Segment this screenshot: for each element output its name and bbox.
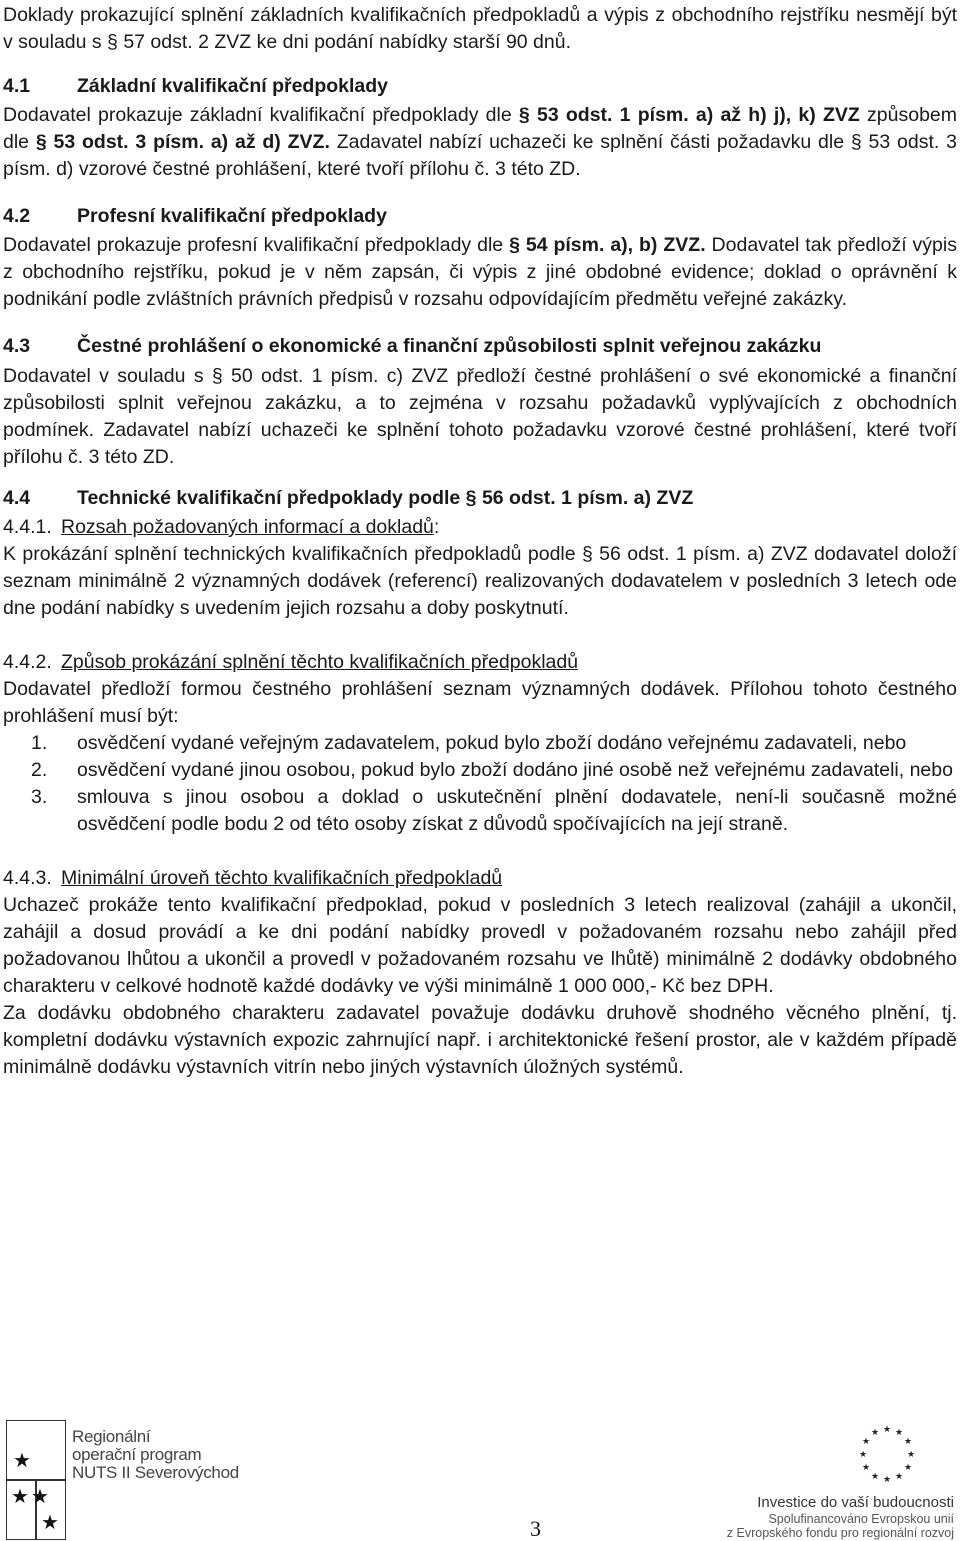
logo-line: Spolufinancováno Evropskou unií <box>768 1512 954 1526</box>
section-4-1 <box>3 73 957 183</box>
rop-logo <box>6 1420 246 1538</box>
logo-line: z Evropského fondu pro regionální rozvoj <box>726 1526 954 1540</box>
subsection-heading <box>3 514 957 541</box>
svg-text:★: ★ <box>894 1472 904 1482</box>
star-icon: ★ <box>31 1486 49 1508</box>
star-icon: ★ <box>13 1450 31 1472</box>
section-4-3-heading <box>3 333 957 360</box>
list-item-number: 1. <box>31 732 48 754</box>
logo-line: operační program <box>72 1445 202 1464</box>
text-run-bold: § 53 odst. 1 písm. a) až h) j), k) ZVZ <box>518 104 860 126</box>
section-4-4 <box>3 485 957 1081</box>
subsection-number: 4.4.2. <box>3 651 52 673</box>
subsection-4-4-3-paragraph-2: Za dodávku obdobného charakteru zadavatel považuje dodávku druhově shodného věcného plnění, tj. kompletní dodávku výstavních expozic zahrnující např. i architektonické řešení prostor, ale v každém případě minimálně dodávku výstavních vitrín nebo jiných výstavních úložných systémů. <box>3 1002 957 1078</box>
svg-text:★: ★ <box>861 1437 871 1447</box>
document-page <box>3 0 957 1081</box>
subsection-number: 4.4.3. <box>3 867 52 889</box>
subsection-heading <box>3 649 957 676</box>
text-run: Zadavatel nabízí uchazeči ke splnění části požadavku dle § 53 odst. 3 písm. d) vzorové čestné prohlášení, které tvoří přílohu č. 3 této ZD. <box>3 131 957 180</box>
text-run-bold: § 54 písm. a), b) ZVZ. <box>509 234 706 256</box>
list-item-text: smlouva s jinou osobou a doklad o uskutečnění plnění dodavatele, není-li současně možné osvědčení podle bodu 2 od této osoby získat z důvodů spočívajících na její straně. <box>77 786 957 835</box>
section-4-1-paragraph <box>3 102 957 183</box>
section-4-2 <box>3 203 957 313</box>
subsection-4-4-3-paragraph-1: Uchazeč prokáže tento kvalifikační předpoklad, pokud v posledních 3 letech realizoval (zahájil a ukončil, zahájil a dosud provádí a ke dni podání nabídky provedl v požadovaném rozsahu nebo zahájil před požadovanou lhůtou a ukončil a provedl v požadovaném rozsahu ve lhůtě) minimálně 2 dodávky obdobného charakteru v celkové hodnotě každé dodávky ve výši minimálně 1 000 000,- Kč bez DPH. <box>3 894 957 997</box>
section-4-3-paragraph: Dodavatel v souladu s § 50 odst. 1 písm. c) ZVZ předloží čestné prohlášení o své ekonomické a finanční způsobilosti splnit veřejnou zakázku, a to zejména v rozsahu požadavků vyplývajících z obchodních podmínek. Zadavatel nabízí uchazeči ke splnění tohoto požadavku vzorové čestné prohlášení, které tvoří přílohu č. 3 této ZD. <box>3 365 957 468</box>
section-4-3 <box>3 333 957 471</box>
text-run: Dodavatel prokazuje základní kvalifikační předpoklady dle <box>3 104 519 126</box>
list-item <box>3 730 957 757</box>
svg-text:★: ★ <box>882 1475 892 1485</box>
logo-frame <box>6 1420 66 1480</box>
text-run: Dodavatel prokazuje profesní kvalifikační předpoklady dle <box>3 234 510 256</box>
svg-text:★: ★ <box>894 1428 904 1438</box>
list-item-number: 2. <box>31 759 48 781</box>
svg-text:★: ★ <box>870 1472 880 1482</box>
svg-text:★: ★ <box>858 1450 868 1460</box>
section-number: 4.3 <box>3 335 31 357</box>
subsection-title: Rozsah požadovaných informací a dokladů <box>61 516 434 538</box>
list-item-text: osvědčení vydané jinou osobou, pokud bylo zboží dodáno jiné osobě než veřejnému zadavateli, nebo <box>77 759 953 781</box>
section-number: 4.2 <box>3 205 31 227</box>
subsection-number: 4.4.1. <box>3 516 52 538</box>
eu-stars-icon <box>852 1420 922 1490</box>
section-4-1-heading <box>3 73 957 100</box>
page-number: 3 <box>530 1516 541 1541</box>
subsection-4-4-2-paragraph: Dodavatel předloží formou čestného prohlášení seznam významných dodávek. Přílohou tohoto čestného prohlášení musí být: <box>3 678 957 727</box>
section-title: Profesní kvalifikační předpoklady <box>77 205 387 227</box>
list-item <box>3 784 957 838</box>
section-4-2-paragraph <box>3 232 957 313</box>
eu-slogan: Investice do vaší budoucnosti <box>757 1494 954 1511</box>
subsection-4-4-2 <box>3 649 957 838</box>
svg-text:★: ★ <box>903 1437 913 1447</box>
eu-cofinancing-text <box>727 1512 954 1540</box>
section-title: Technické kvalifikační předpoklady podle § 56 odst. 1 písm. a) ZVZ <box>77 487 694 509</box>
text-run: způsobem dle <box>3 104 957 153</box>
section-number: 4.1 <box>3 75 31 97</box>
text-run-bold: § 53 odst. 3 písm. a) až d) ZVZ. <box>35 131 330 153</box>
subsection-heading <box>3 865 957 892</box>
star-icon: ★ <box>41 1512 59 1534</box>
list-item-number: 3. <box>31 786 48 808</box>
logo-line: Regionální <box>72 1427 151 1446</box>
logo-frame <box>31 1480 66 1540</box>
subsection-title: Minimální úroveň těchto kvalifikačních předpokladů <box>61 867 503 889</box>
section-4-2-heading <box>3 203 957 230</box>
eu-logo <box>716 1420 956 1539</box>
svg-text:★: ★ <box>870 1428 880 1438</box>
logo-line: NUTS II Severovýchod <box>72 1463 239 1482</box>
section-title: Základní kvalifikační předpoklady <box>77 75 389 97</box>
rop-logo-text <box>72 1428 239 1482</box>
svg-text:★: ★ <box>903 1463 913 1473</box>
colon: : <box>433 516 440 538</box>
svg-text:★: ★ <box>906 1450 916 1460</box>
section-4-4-heading <box>3 485 957 512</box>
svg-text:★: ★ <box>861 1463 871 1473</box>
subsection-4-4-1 <box>3 514 957 622</box>
text-run: Dodavatel tak předloží výpis z obchodního rejstříku, pokud je v něm zapsán, či výpis z jiné obdobné evidence; doklad o oprávnění k podnikání podle zvláštních právních předpisů v rozsahu odpovídajícím předmětu veřejné zakázky. <box>3 234 957 310</box>
list-item-text: osvědčení vydané veřejným zadavatelem, pokud bylo zboží dodáno veřejnému zadavateli, nebo <box>77 732 907 754</box>
list-item <box>3 757 957 784</box>
svg-text:★: ★ <box>882 1425 892 1435</box>
intro-paragraph: Doklady prokazující splnění základních kvalifikačních předpokladů a výpis z obchodního rejstříku nesmějí být v souladu s § 57 odst. 2 ZVZ ke dni podání nabídky starší 90 dnů. <box>3 4 957 53</box>
star-icon: ★ <box>11 1486 29 1508</box>
page-footer <box>0 1410 960 1539</box>
subsection-4-4-3 <box>3 865 957 1081</box>
subsection-4-4-1-paragraph: K prokázání splnění technických kvalifikačních předpokladů podle § 56 odst. 1 písm. a) ZVZ dodavatel doloží seznam minimálně 2 významných dodávek (referencí) realizovaných dodavatelem v posledních 3 letech ode dne podání nabídky s uvedením jejich rozsahu a doby poskytnutí. <box>3 543 957 619</box>
subsection-title: Způsob prokázání splnění těchto kvalifikačních předpokladů <box>61 651 579 673</box>
subsection-title-wrap <box>61 514 439 541</box>
section-number: 4.4 <box>3 487 31 509</box>
section-title: Čestné prohlášení o ekonomické a finanční způsobilosti splnit veřejnou zakázku <box>77 335 822 357</box>
requirements-list <box>3 730 957 838</box>
